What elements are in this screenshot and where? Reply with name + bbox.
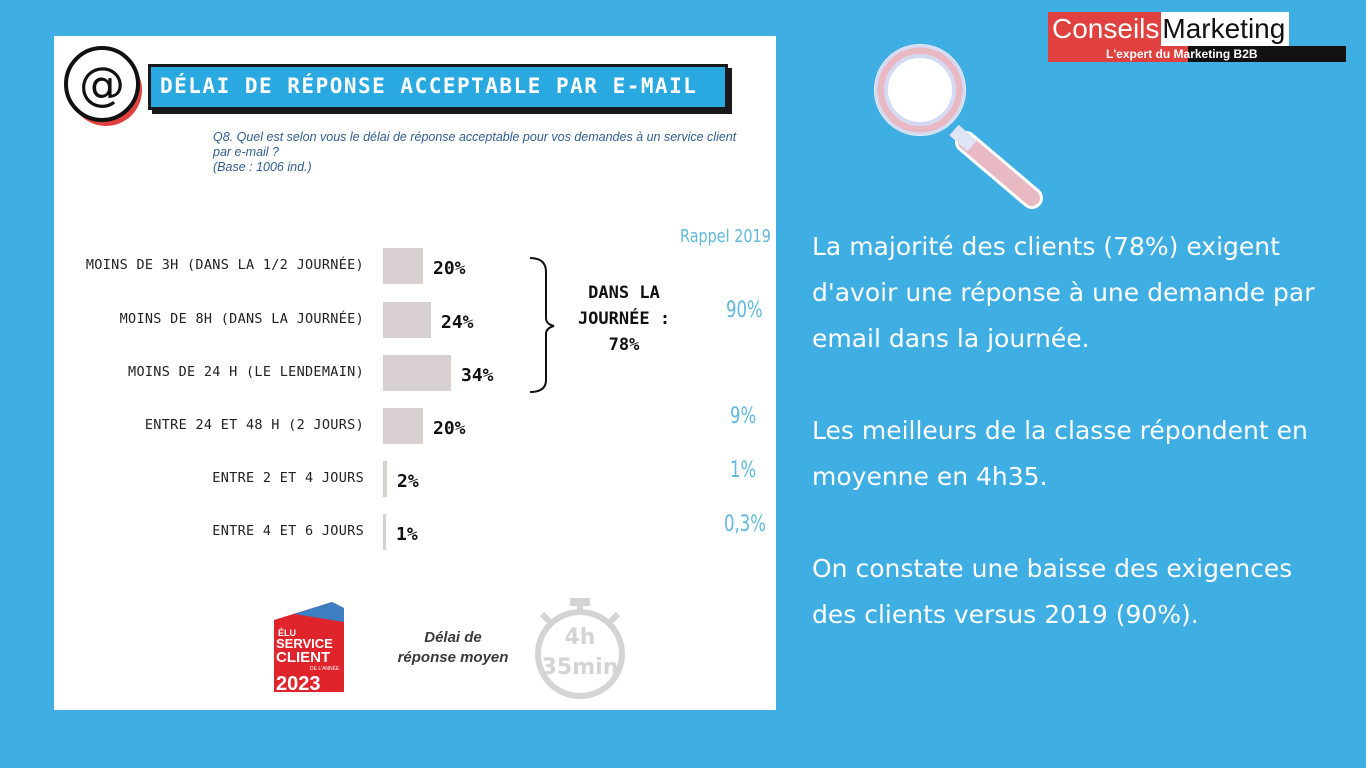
- insight-paragraph-2: Les meilleurs de la classe répondent en moyenne en 4h35.: [812, 416, 1308, 491]
- value-label-5: 1%: [396, 524, 418, 545]
- logo-tagline: L'expert du Marketing B2B: [1106, 47, 1258, 61]
- average-label-line1: Délai de: [424, 629, 482, 646]
- question-base: (Base : 1006 ind.): [213, 160, 312, 174]
- category-label-4: ENTRE 2 ET 4 JOURS: [212, 470, 364, 486]
- timer-minutes: 35min: [541, 655, 619, 680]
- category-label-1: MOINS DE 8H (DANS LA JOURNÉE): [119, 311, 364, 327]
- rappel-2019-value-2: 1%: [730, 458, 757, 483]
- value-label-2: 34%: [461, 365, 494, 386]
- annotation-line-1: DANS LA: [588, 283, 660, 303]
- average-delay-label: [378, 628, 528, 668]
- value-label-0: 20%: [433, 258, 466, 279]
- badge-line2: SERVICE: [276, 636, 333, 651]
- stopwatch-icon: [526, 594, 634, 700]
- rappel-2019-value-3: 0,3%: [724, 512, 766, 537]
- insight-paragraph-3: On constate une baisse des exigences des clients versus 2019 (90%).: [812, 554, 1293, 629]
- insight-paragraph-1: La majorité des clients (78%) exigent d'avoir une réponse à une demande par email dans la journée.: [812, 232, 1315, 353]
- badge-line3: CLIENT: [276, 649, 331, 666]
- value-label-3: 20%: [433, 418, 466, 439]
- badge-year: 2023: [276, 673, 321, 692]
- rappel-2019-header: Rappel 2019: [680, 226, 771, 247]
- email-at-icon: [62, 44, 146, 128]
- chart-title: DÉLAI DE RÉPONSE ACCEPTABLE PAR E-MAIL: [160, 74, 698, 98]
- magnifying-glass-icon: [868, 34, 1054, 220]
- category-label-0: MOINS DE 3H (DANS LA 1/2 JOURNÉE): [85, 257, 364, 273]
- value-label-4: 2%: [397, 471, 419, 492]
- badge-line4: DE L'ANNÉE: [310, 666, 340, 672]
- logo-part1: Conseils: [1048, 12, 1161, 46]
- conseils-marketing-logo: [1048, 12, 1346, 62]
- average-label-line2: réponse moyen: [397, 649, 509, 666]
- category-label-5: ENTRE 4 ET 6 JOURS: [212, 523, 364, 539]
- annotation-line-2: JOURNÉE :: [577, 309, 671, 329]
- insight-text: [812, 224, 1342, 684]
- logo-part2: Marketing: [1161, 12, 1289, 46]
- rappel-2019-value-0: 90%: [726, 298, 763, 323]
- badge-line1: ÉLU: [278, 628, 296, 638]
- category-label-2: MOINS DE 24 H (LE LENDEMAIN): [128, 364, 364, 380]
- rappel-2019-value-1: 9%: [730, 404, 757, 429]
- survey-question: [213, 130, 743, 175]
- day-total-annotation: [566, 280, 682, 358]
- at-symbol: @: [79, 57, 125, 111]
- timer-hours: 4h: [564, 625, 596, 650]
- question-text: Q8. Quel est selon vous le délai de réponse acceptable pour vos demandes à un service client par e-mail ?: [213, 130, 737, 159]
- value-label-1: 24%: [441, 312, 474, 333]
- elu-service-client-badge: [274, 602, 344, 692]
- annotation-line-3: 78%: [608, 335, 640, 355]
- category-label-3: ENTRE 24 ET 48 H (2 JOURS): [144, 417, 364, 433]
